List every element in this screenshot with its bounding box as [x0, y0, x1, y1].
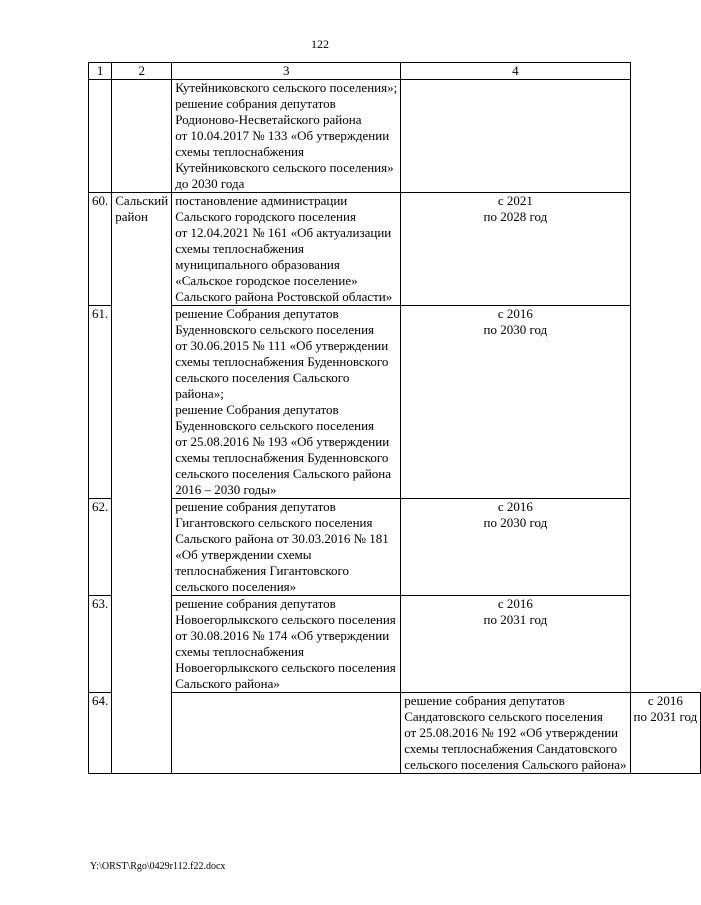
document-line: от 25.08.2016 № 192 «Об утверждении	[404, 725, 619, 740]
document-line: Сальского района Ростовской области»	[175, 289, 393, 304]
document-line: от 10.04.2017 № 133 «Об утверждении	[175, 128, 390, 143]
header-col-2: 2	[112, 63, 172, 80]
header-col-3: 3	[172, 63, 401, 80]
document-line: Кутейниковского сельского поселения»	[175, 160, 394, 175]
document-line: Сальского района от 30.03.2016 № 181	[175, 531, 389, 546]
period-end: по 2030 год	[483, 322, 548, 337]
document-line: сельского поселения Сальского района»	[404, 757, 627, 772]
document-line: Гигантовского сельского поселения	[175, 515, 373, 530]
document-line: сельского поселения Сальского	[175, 370, 350, 385]
document-cell	[172, 193, 401, 306]
period-start: с 2016	[497, 499, 533, 514]
document-cell	[172, 80, 401, 193]
document-line: сельского поселения Сальского района	[175, 466, 392, 481]
document-line: решение собрания депутатов	[175, 96, 336, 111]
document-line: сельского поселения»	[175, 579, 297, 594]
period-start: с 2021	[497, 193, 533, 208]
table-row	[89, 193, 701, 306]
row-number: 61.	[89, 306, 112, 499]
document-line: Сальского района»	[175, 676, 280, 691]
table-row	[89, 80, 701, 193]
file-path-footer: Y:\ORST\Rgo\0429r112.f22.docx	[90, 861, 226, 872]
period-cell	[401, 193, 630, 306]
table-row	[89, 596, 701, 693]
document-line: Буденновского сельского поселения	[175, 322, 375, 337]
district-cell	[112, 80, 172, 193]
table-row	[89, 693, 701, 774]
document-line: от 25.08.2016 № 193 «Об утверждении	[175, 434, 390, 449]
document-line: от 30.08.2016 № 174 «Об утверждении	[175, 628, 390, 643]
table-header-row	[89, 63, 701, 80]
document-line: схемы теплоснабжения	[175, 644, 304, 659]
document-line: решение собрания депутатов	[404, 693, 565, 708]
document-line: решение Собрания депутатов	[175, 306, 339, 321]
document-line: теплоснабжения Гигантовского	[175, 563, 350, 578]
period-end: по 2030 год	[483, 515, 548, 530]
district-cell: Сальский район	[112, 193, 172, 774]
document-line: «Сальское городское поселение»	[175, 273, 358, 288]
document-line: решение собрания депутатов	[175, 596, 336, 611]
row-number: 62.	[89, 499, 112, 596]
row-number	[89, 80, 112, 193]
document-line: постановление администрации	[175, 193, 348, 208]
period-cell	[401, 80, 630, 193]
period-start: с 2016	[497, 306, 533, 321]
schemes-table	[88, 62, 701, 774]
page-number: 122	[311, 37, 329, 51]
document-line: Родионово-Несветайского района	[175, 112, 362, 127]
document-line: Буденновского сельского поселения	[175, 418, 375, 433]
document-line: решение собрания депутатов	[175, 499, 336, 514]
document-line: от 12.04.2021 № 161 «Об актуализации	[175, 225, 392, 240]
document-line: Сандатовского сельского поселения	[404, 709, 603, 724]
district-cell	[172, 693, 401, 774]
period-cell	[401, 499, 630, 596]
header-col-4: 4	[401, 63, 630, 80]
document-line: района»;	[175, 386, 224, 401]
period-start: с 2016	[497, 596, 533, 611]
document-line: схемы теплоснабжения	[175, 241, 304, 256]
document-line: от 30.06.2015 № 111 «Об утверждении	[175, 338, 389, 353]
document-line: Кутейниковского сельского поселения»;	[175, 80, 398, 95]
period-end: по 2031 год	[483, 612, 548, 627]
document-line: схемы теплоснабжения Буденновского	[175, 354, 389, 369]
document-line: до 2030 года	[175, 176, 245, 191]
period-cell	[401, 596, 630, 693]
document-cell	[401, 693, 630, 774]
period-start: с 2016	[647, 693, 683, 708]
table-row	[89, 306, 701, 499]
document-cell	[172, 499, 401, 596]
row-number: 64.	[89, 693, 112, 774]
period-cell	[630, 693, 701, 774]
document-line: решение Собрания депутатов	[175, 402, 339, 417]
table-row	[89, 499, 701, 596]
period-end: по 2031 год	[633, 709, 698, 724]
document-cell	[172, 306, 401, 499]
document-line: схемы теплоснабжения Сандатовского	[404, 741, 618, 756]
document-line: Новоегорлыкского сельского поселения	[175, 660, 396, 675]
row-number: 63.	[89, 596, 112, 693]
period-end: по 2028 год	[483, 209, 548, 224]
document-line: Новоегорлыкского сельского поселения	[175, 612, 396, 627]
header-col-1: 1	[89, 63, 112, 80]
document-line: «Об утверждении схемы	[175, 547, 312, 562]
document-line: схемы теплоснабжения	[175, 144, 304, 159]
document-line: схемы теплоснабжения Буденновского	[175, 450, 389, 465]
document-line: Сальского городского поселения	[175, 209, 356, 224]
period-cell	[401, 306, 630, 499]
document-cell	[172, 596, 401, 693]
document-line: муниципального образования	[175, 257, 340, 272]
row-number: 60.	[89, 193, 112, 306]
document-line: 2016 – 2030 годы»	[175, 482, 277, 497]
